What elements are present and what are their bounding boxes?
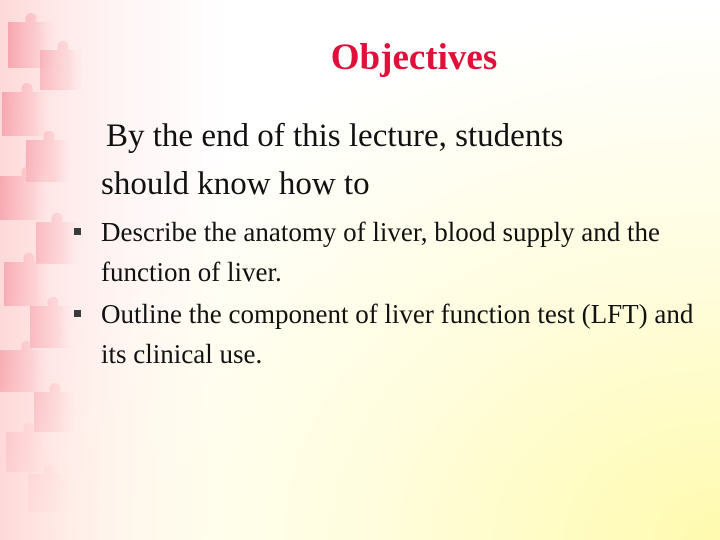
intro-text xyxy=(101,112,701,208)
intro-line-2: should know how to xyxy=(101,166,370,202)
square-bullet-icon xyxy=(74,228,81,235)
list-item xyxy=(70,294,710,374)
slide-title: Objectives xyxy=(330,37,498,78)
square-bullet-icon xyxy=(74,310,81,317)
intro-line-1: By the end of this lecture, students xyxy=(106,118,564,154)
list-item-text: Outline the component of liver function test (LFT) and its clinical use. xyxy=(101,299,694,369)
list-item-text: Describe the anatomy of liver, blood supply and the function of liver. xyxy=(101,217,661,287)
puzzle-piece xyxy=(28,465,77,512)
puzzle-piece xyxy=(2,83,59,136)
puzzle-piece xyxy=(26,131,79,182)
puzzle-piece xyxy=(0,341,57,392)
list-item xyxy=(70,212,710,292)
objectives-list xyxy=(70,212,710,376)
